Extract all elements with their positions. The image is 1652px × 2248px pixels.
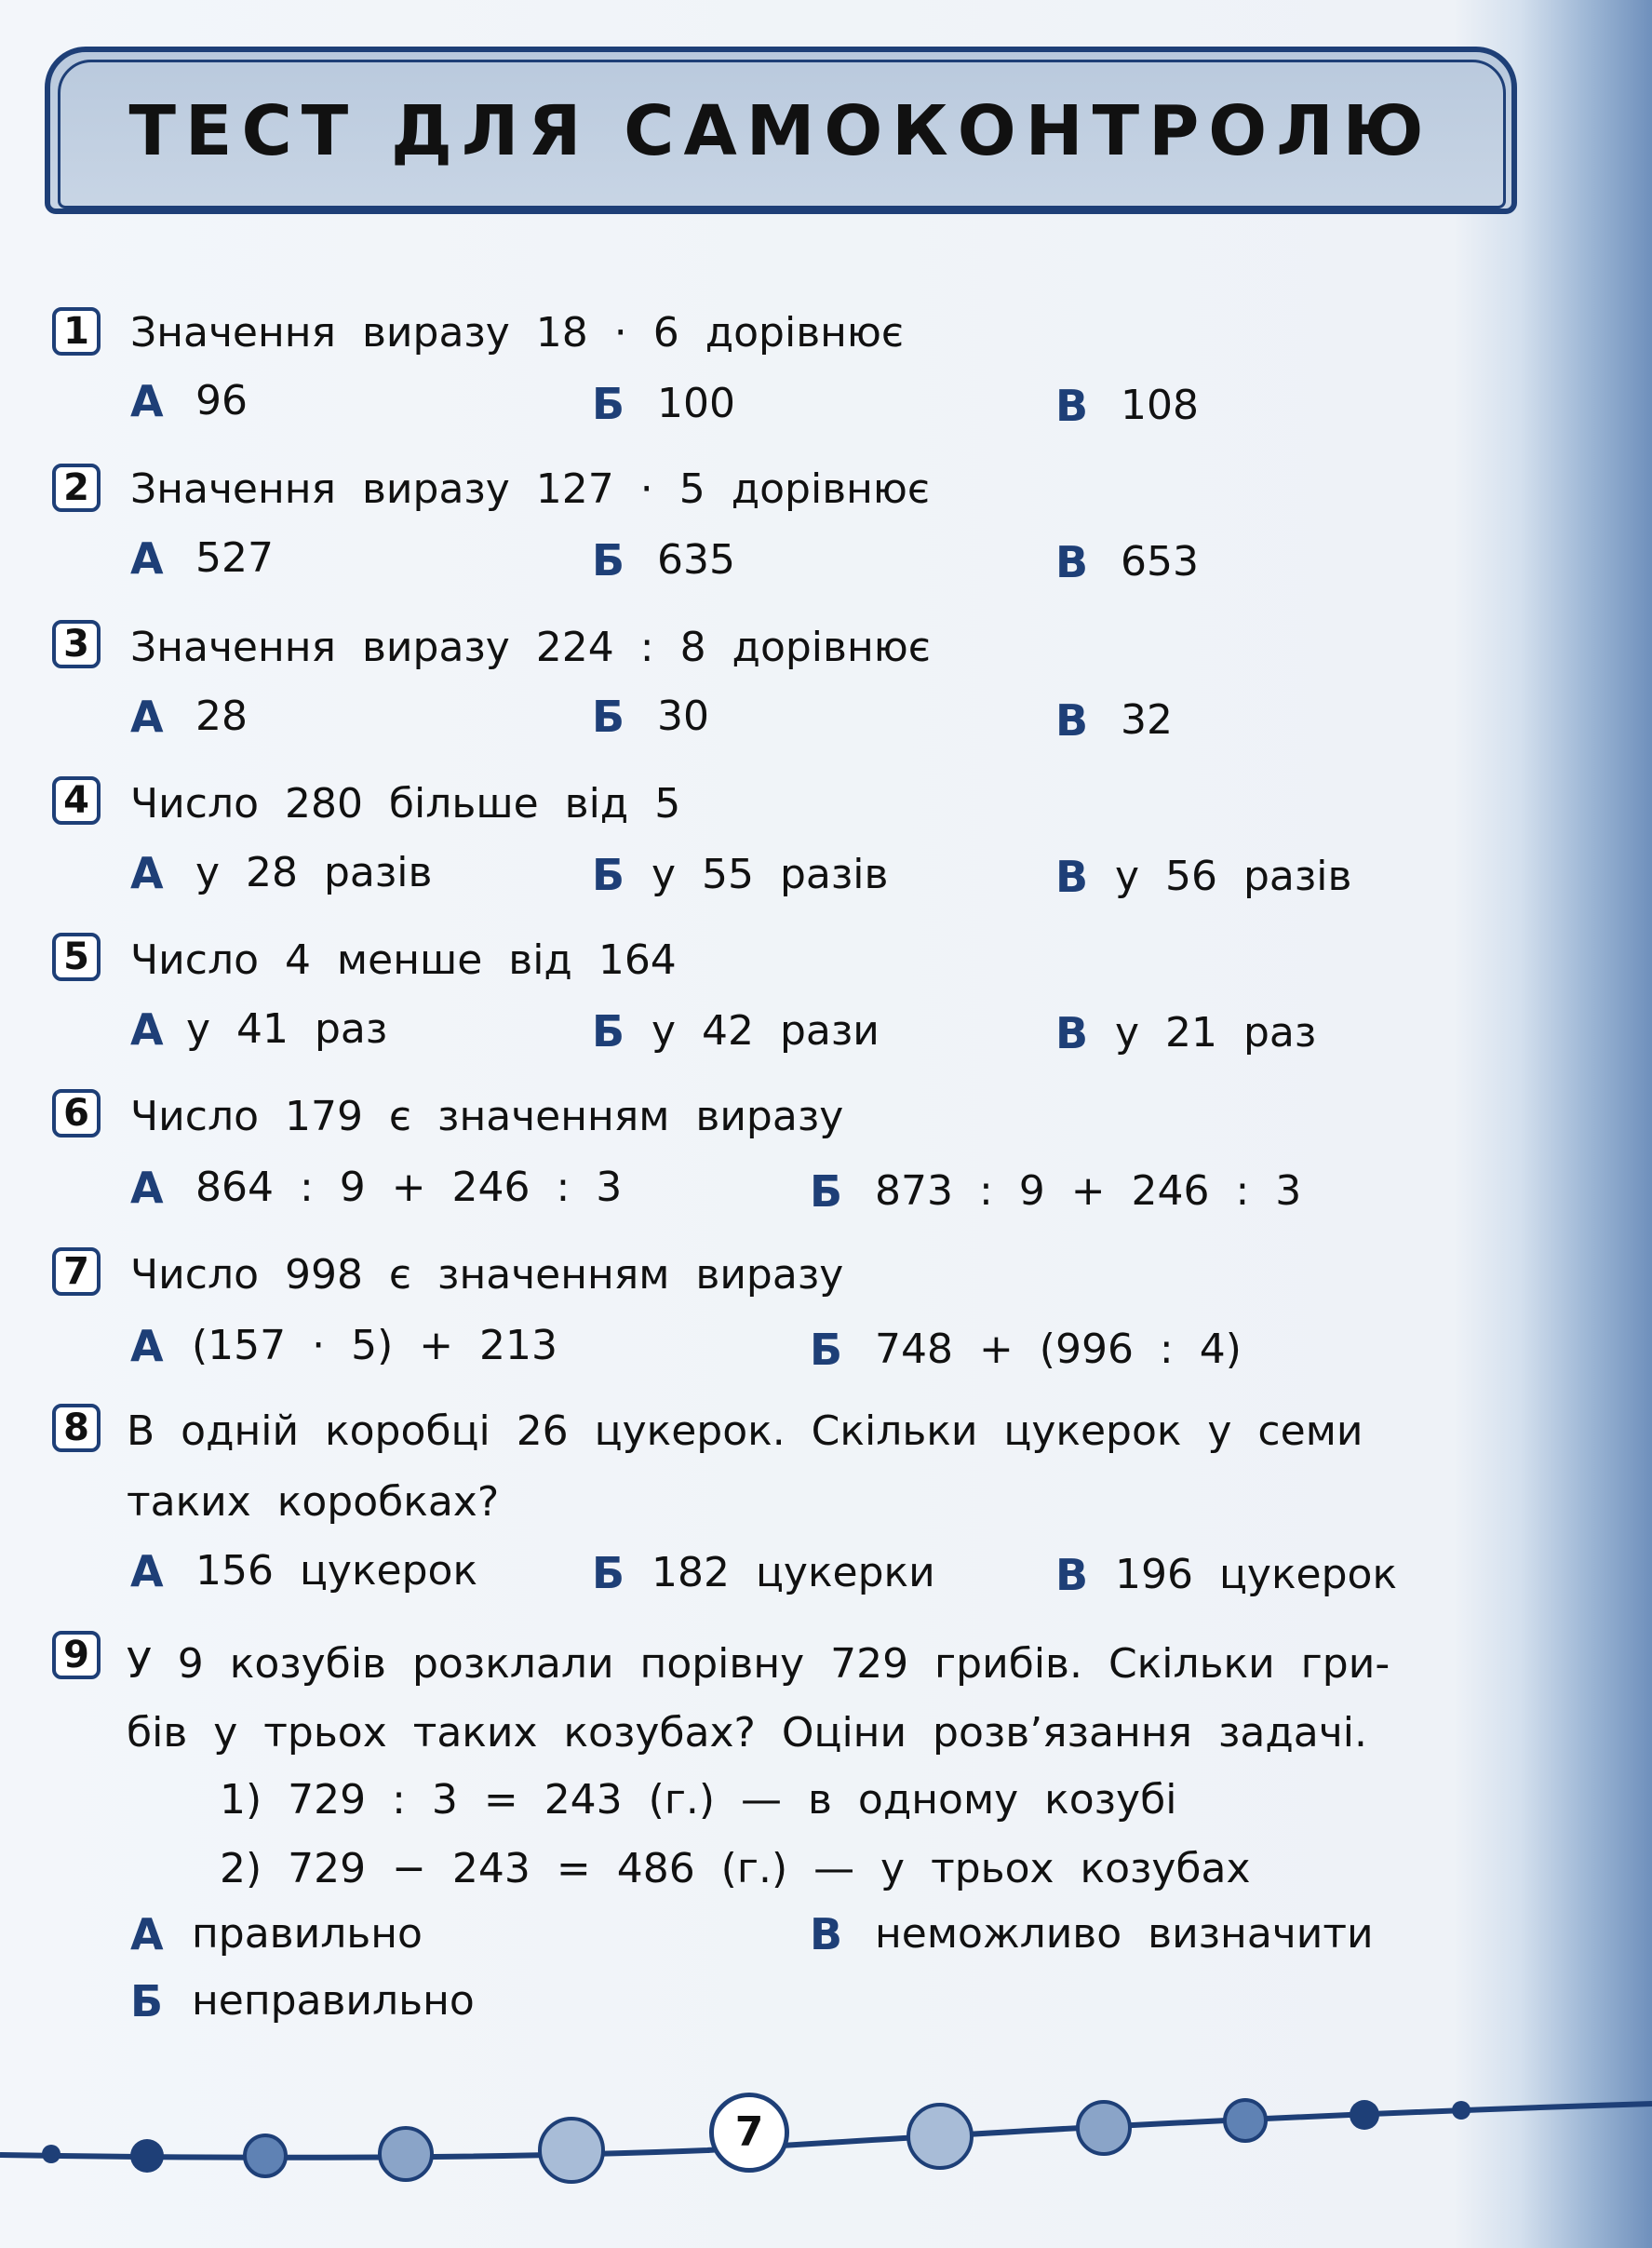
title-banner — [45, 47, 1517, 214]
question-number: 8 — [52, 1404, 101, 1452]
decoration-dot — [1452, 2101, 1471, 2120]
option-text: у 41 раз — [186, 1005, 388, 1053]
decoration-dot — [130, 2139, 164, 2173]
option-letter: Б — [592, 1006, 625, 1057]
option-letter: Б — [592, 850, 625, 900]
option-letter: Б — [592, 692, 625, 742]
option-letter: Б — [592, 1548, 625, 1598]
option-text: (157 · 5) + 213 — [192, 1322, 558, 1369]
option-text: 28 — [195, 693, 248, 740]
option-letter: А — [130, 376, 164, 426]
option-text: у 21 раз — [1115, 1009, 1317, 1057]
option-text: 864 : 9 + 246 : 3 — [195, 1164, 623, 1211]
option-text: 653 — [1121, 538, 1199, 586]
option-letter: Б — [130, 1976, 164, 2026]
option-text: 96 — [195, 377, 248, 424]
decoration-dot — [1078, 2102, 1130, 2154]
option-text: у 56 разів — [1115, 853, 1352, 900]
question-text: У 9 козубів розклали порівну 729 грибів. Скільки гри- — [127, 1640, 1390, 1688]
option-text: неправильно — [192, 1977, 475, 2025]
question-number: 1 — [52, 307, 101, 356]
question-number: 2 — [52, 464, 101, 512]
option-letter: А — [130, 1321, 164, 1371]
page-number: 7 — [709, 2093, 789, 2173]
option-text: 30 — [657, 693, 709, 740]
option-text: правильно — [192, 1910, 423, 1958]
question-text: Число 280 більше від 5 — [130, 780, 681, 828]
question-number: 4 — [52, 776, 101, 825]
option-letter: Б — [810, 1325, 843, 1375]
decoration-dot — [908, 2105, 972, 2168]
decoration-dot — [1225, 2100, 1266, 2141]
solution-step: 2) 729 − 243 = 486 (г.) — у трьох козубах — [220, 1845, 1251, 1892]
question-number: 9 — [52, 1631, 101, 1679]
question-number: 3 — [52, 620, 101, 668]
option-text: у 42 рази — [651, 1007, 880, 1055]
option-letter: Б — [592, 379, 625, 429]
option-letter: А — [130, 692, 164, 742]
option-letter: В — [1055, 1008, 1089, 1058]
question-number: 5 — [52, 933, 101, 981]
option-letter: В — [1055, 852, 1089, 902]
option-letter: В — [1055, 695, 1089, 746]
option-letter: Б — [592, 535, 625, 586]
decoration-dot — [540, 2119, 603, 2182]
option-text: 873 : 9 + 246 : 3 — [875, 1167, 1302, 1215]
decoration-dot — [245, 2135, 286, 2176]
option-text: у 28 разів — [195, 849, 433, 896]
option-letter: В — [810, 1909, 843, 1959]
option-text: 32 — [1121, 696, 1173, 744]
option-text: 635 — [657, 536, 735, 584]
question-text: Число 4 менше від 164 — [130, 936, 677, 984]
question-text: Число 998 є значенням виразу — [130, 1251, 844, 1299]
question-number: 7 — [52, 1247, 101, 1296]
question-text: Значення виразу 18 · 6 дорівнює — [130, 309, 905, 357]
option-letter: А — [130, 1163, 164, 1213]
option-text: 196 цукерок — [1115, 1551, 1398, 1598]
option-text: 156 цукерок — [195, 1547, 478, 1595]
question-number: 6 — [52, 1089, 101, 1137]
option-letter: А — [130, 848, 164, 898]
option-letter: В — [1055, 1550, 1089, 1600]
option-text: у 55 разів — [651, 851, 889, 898]
question-text: Число 179 є значенням виразу — [130, 1093, 844, 1140]
decoration-dot — [1350, 2100, 1379, 2130]
option-letter: А — [130, 1004, 164, 1055]
option-text: 100 — [657, 380, 735, 427]
question-text: В одній коробці 26 цукерок. Скільки цукерок у семи — [127, 1407, 1363, 1455]
option-text: неможливо визначити — [875, 1910, 1374, 1958]
option-letter: А — [130, 1909, 164, 1959]
question-text: бів у трьох таких козубах? Оціни розв’язання задачі. — [127, 1709, 1367, 1757]
question-text: Значення виразу 224 : 8 дорівнює — [130, 624, 931, 671]
option-text: 527 — [195, 534, 274, 582]
option-text: 182 цукерки — [651, 1549, 935, 1596]
option-letter: В — [1055, 537, 1089, 587]
option-text: 748 + (996 : 4) — [875, 1326, 1242, 1373]
page-title: ТЕСТ ДЛЯ САМОКОНТРОЛЮ — [128, 91, 1433, 171]
question-text: Значення виразу 127 · 5 дорівнює — [130, 465, 931, 513]
option-letter: А — [130, 533, 164, 584]
decoration-dot — [42, 2145, 60, 2163]
option-text: 108 — [1121, 382, 1199, 429]
decoration-dot — [380, 2128, 432, 2180]
option-letter: В — [1055, 381, 1089, 431]
option-letter: Б — [810, 1166, 843, 1217]
option-letter: А — [130, 1546, 164, 1596]
solution-step: 1) 729 : 3 = 243 (г.) — в одному козубі — [220, 1776, 1177, 1824]
question-text: таких коробках? — [127, 1478, 500, 1526]
page-decoration — [0, 2048, 1652, 2248]
